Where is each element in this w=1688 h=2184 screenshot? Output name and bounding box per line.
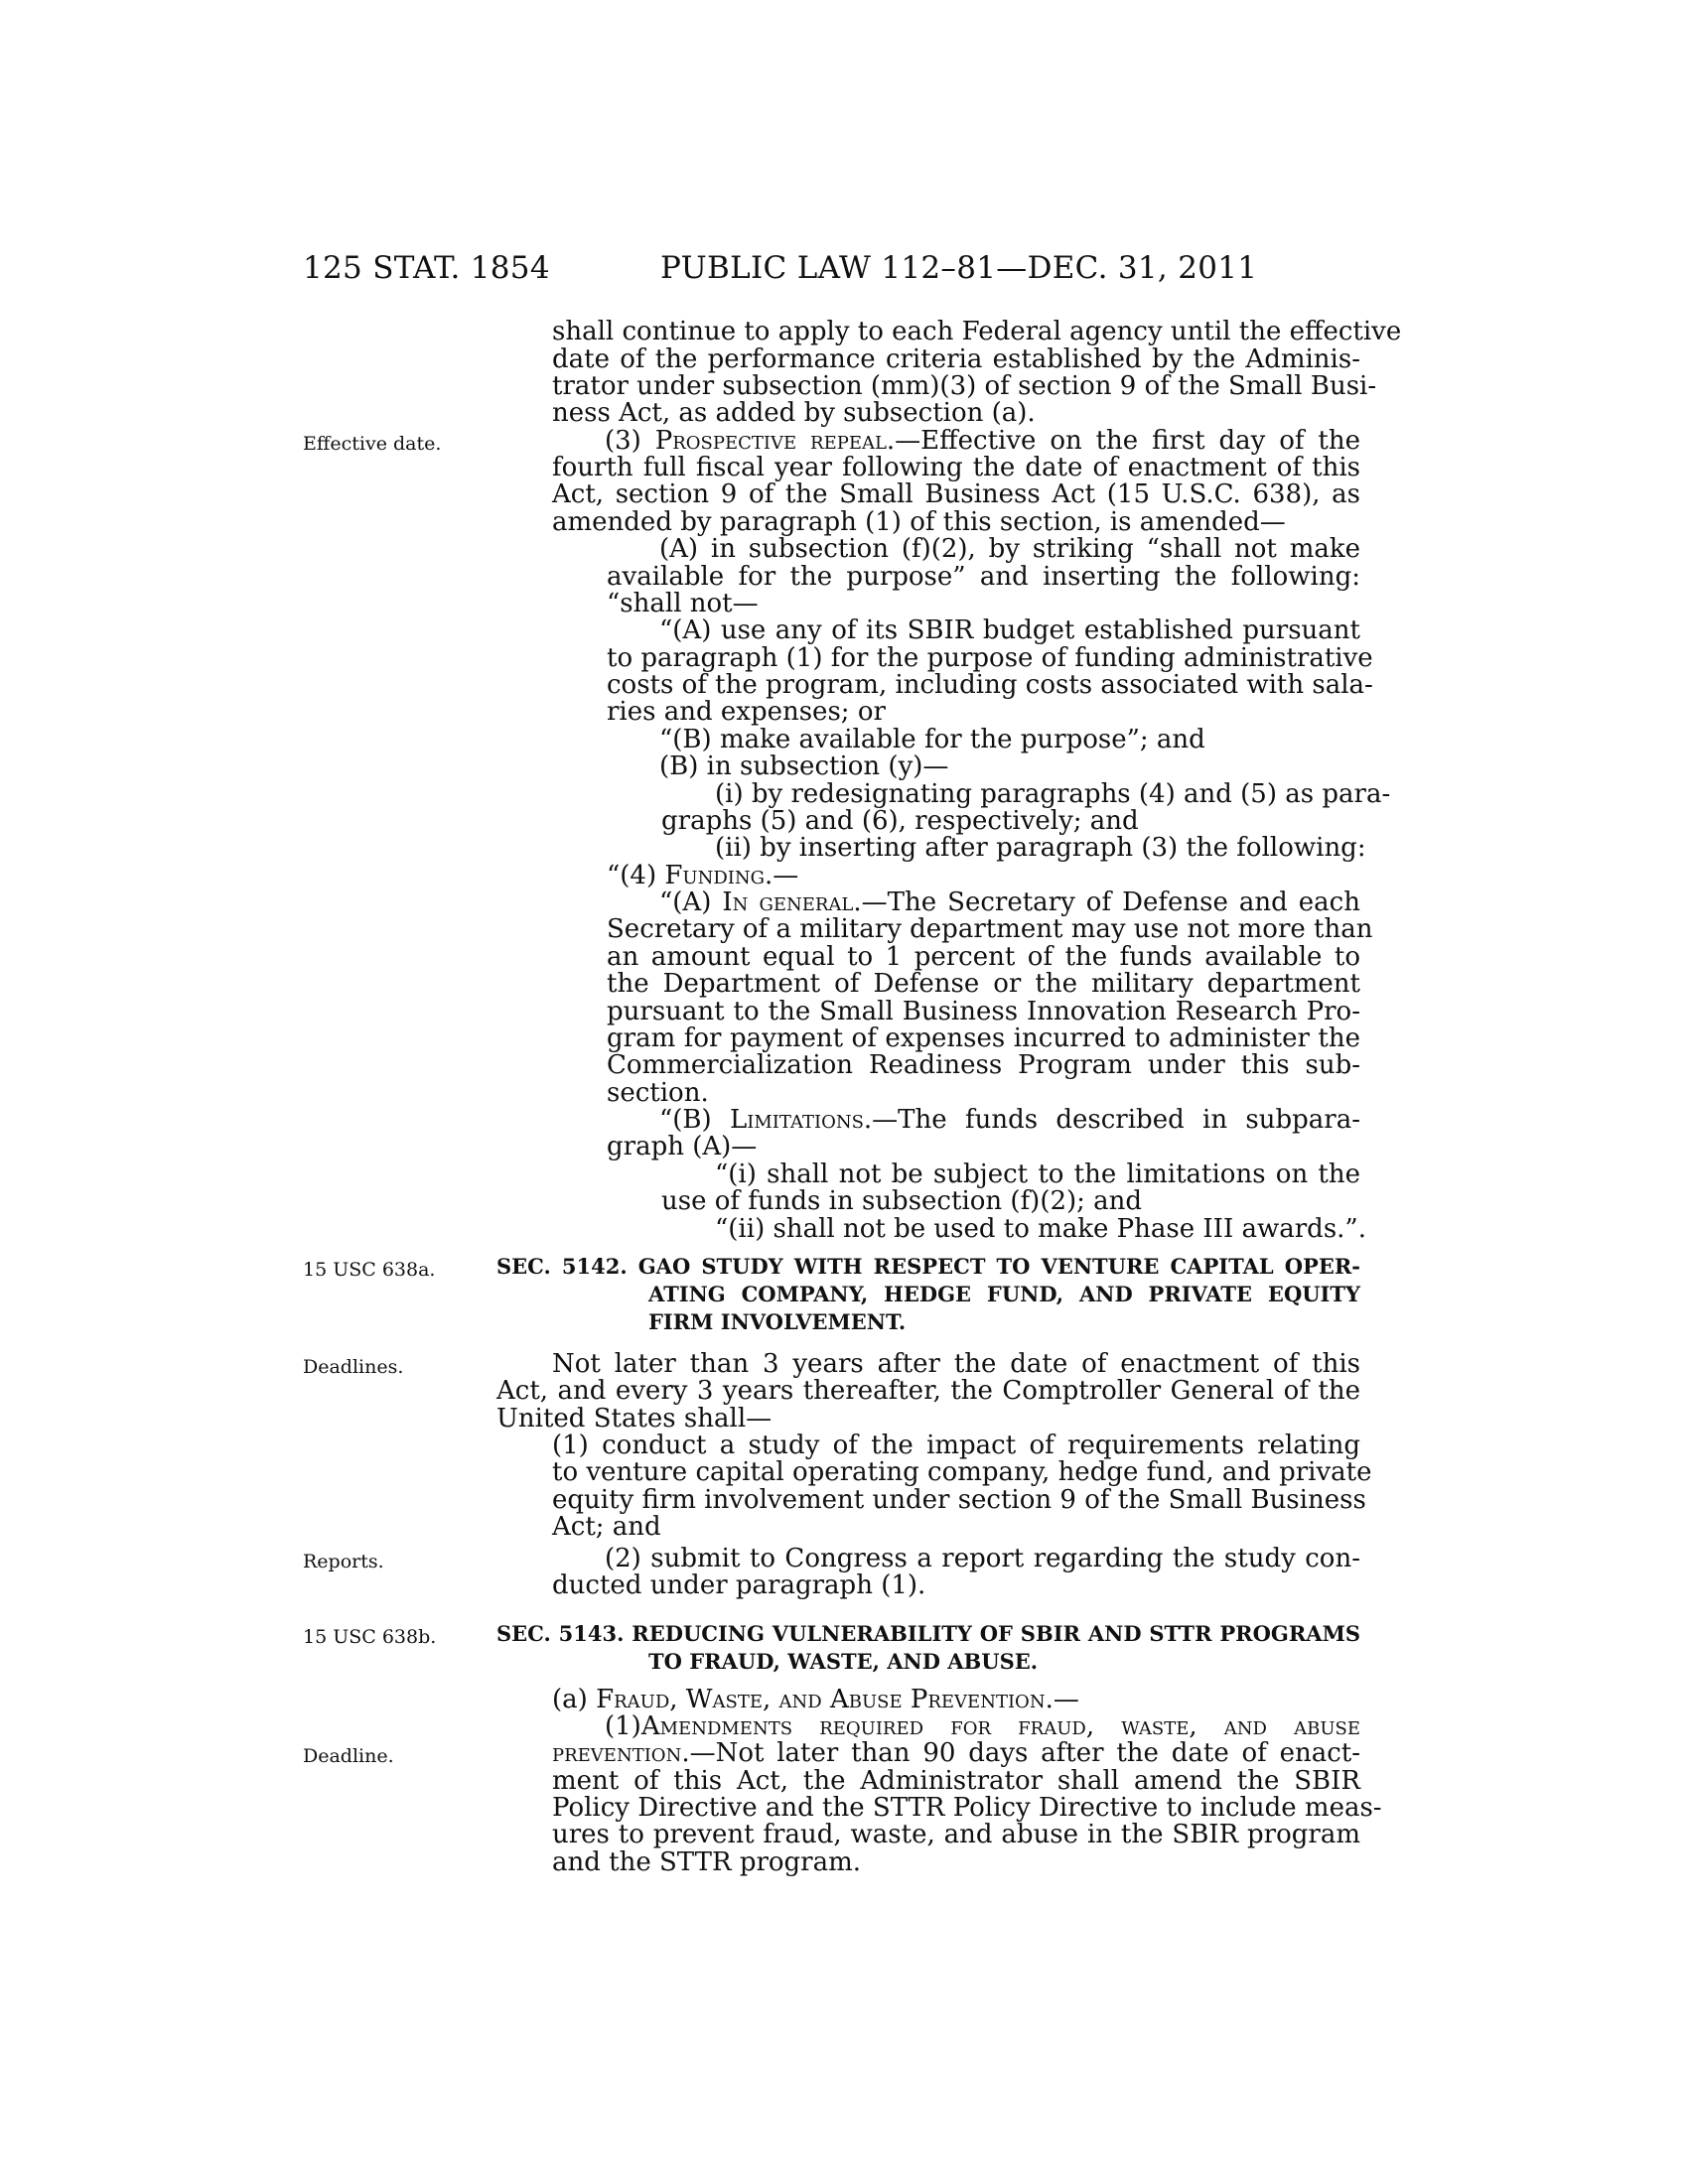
- text-line: fourth full fiscal year following the date of enactment of this: [552, 453, 1360, 482]
- text-line: ries and expenses; or: [607, 697, 886, 727]
- text-line: Commercialization Readiness Program under this sub-: [607, 1050, 1360, 1080]
- text-line: (i) by redesignating paragraphs (4) and (5) as para-: [715, 779, 1391, 809]
- text-line: section.: [607, 1078, 709, 1108]
- text-line: graph (A)—: [607, 1132, 758, 1161]
- heading-in-general: In general: [722, 887, 854, 917]
- text-line: (1) conduct a study of the impact of requirements relating: [552, 1431, 1360, 1460]
- text-line: Act; and: [552, 1512, 661, 1542]
- text-line: pursuant to the Small Business Innovation Research Pro-: [607, 997, 1360, 1026]
- heading-prospective-repeal: Prospective repeal: [654, 426, 887, 456]
- page-running-title: PUBLIC LAW 112–81—DEC. 31, 2011: [660, 250, 1258, 286]
- text-line: Act, section 9 of the Small Business Act (15 U.S.C. 638), as: [552, 479, 1360, 509]
- text-line: (B) in subsection (y)—: [659, 751, 949, 781]
- section-5142-heading-cont: ATING COMPANY, HEDGE FUND, AND PRIVATE EQUITY: [648, 1282, 1360, 1306]
- text-line: and the STTR program.: [552, 1847, 862, 1877]
- heading-prevention: prevention: [552, 1738, 682, 1768]
- heading-fraud-waste-abuse-prevention: Fraud, Waste, and Abuse Prevention: [596, 1685, 1046, 1714]
- margin-note-deadlines: Deadlines.: [303, 1356, 404, 1378]
- text-line: costs of the program, including costs associated with sala-: [607, 670, 1373, 700]
- text-line: graphs (5) and (6), respectively; and: [661, 806, 1139, 836]
- text-line: gram for payment of expenses incurred to administer the: [607, 1024, 1360, 1053]
- margin-note-usc-638b: 15 USC 638b.: [303, 1626, 437, 1648]
- text-line: equity firm involvement under section 9 of the Small Business: [552, 1485, 1366, 1515]
- paragraph-amendments-required: (1)Amendments required for fraud, waste, and abuse: [605, 1711, 1360, 1741]
- heading-amendments-required: Amendments required for fraud, waste, and abuse: [640, 1711, 1360, 1741]
- text-line: ment of this Act, the Administrator shall amend the SBIR: [552, 1766, 1360, 1796]
- text-line: “(A) use any of its SBIR budget established pursuant: [659, 615, 1360, 645]
- text-line: “shall not—: [607, 589, 759, 618]
- text-line: “(i) shall not be subject to the limitations on the: [715, 1160, 1360, 1189]
- text-line: (A) in subsection (f)(2), by striking “shall not make: [659, 534, 1360, 564]
- margin-note-deadline: Deadline.: [303, 1745, 394, 1767]
- text-line: use of funds in subsection (f)(2); and: [661, 1186, 1143, 1216]
- text-line: to venture capital operating company, hedge fund, and private: [552, 1457, 1372, 1487]
- text-line: ness Act, as added by subsection (a).: [552, 398, 1036, 428]
- section-5142-heading-cont: FIRM INVOLVEMENT.: [648, 1309, 907, 1334]
- text-line: date of the performance criteria established by the Adminis-: [552, 344, 1360, 374]
- text-line: “(B) make available for the purpose”; and: [659, 725, 1205, 754]
- section-5143-heading-cont: TO FRAUD, WASTE, AND ABUSE.: [648, 1649, 1039, 1674]
- text-line: amended by paragraph (1) of this section, is amended—: [552, 507, 1286, 537]
- subsection-fraud-waste-abuse: (a) Fraud, Waste, and Abuse Prevention.—: [552, 1685, 1079, 1714]
- text-line: trator under subsection (mm)(3) of section 9 of the Small Busi-: [552, 371, 1377, 401]
- page-stat-citation: 125 STAT. 1854: [303, 250, 550, 286]
- text-line: prevention.—Not later than 90 days after the date of enact-: [552, 1738, 1360, 1768]
- margin-note-reports: Reports.: [303, 1551, 384, 1572]
- paragraph-in-general: “(A) In general.—The Secretary of Defense and each: [659, 887, 1360, 917]
- text-line: Secretary of a military department may use not more than: [607, 914, 1373, 944]
- text-line: Not later than 3 years after the date of enactment of this: [552, 1349, 1360, 1379]
- text-line: United States shall—: [496, 1404, 773, 1433]
- paragraph-limitations: “(B) Limitations.—The funds described in subpara-: [659, 1105, 1360, 1135]
- text-line: ures to prevent fraud, waste, and abuse in the SBIR program: [552, 1820, 1360, 1849]
- paragraph-funding: “(4) Funding.—: [607, 861, 799, 890]
- section-5143-heading: SEC. 5143. REDUCING VULNERABILITY OF SBIR AND STTR PROGRAMS: [496, 1621, 1360, 1646]
- margin-note-usc-638a: 15 USC 638a.: [303, 1259, 436, 1281]
- paragraph-prospective-repeal: (3) Prospective repeal.—Effective on the first day of the: [605, 426, 1360, 456]
- heading-funding: Funding: [664, 861, 766, 890]
- heading-limitations: Limitations: [730, 1105, 864, 1135]
- text-line: to paragraph (1) for the purpose of funding administrative: [607, 643, 1373, 673]
- text-line: an amount equal to 1 percent of the funds available to: [607, 942, 1360, 972]
- text-line: “(ii) shall not be used to make Phase III awards.”.: [715, 1214, 1366, 1244]
- text-line: ducted under paragraph (1).: [552, 1570, 926, 1600]
- margin-note-effective-date: Effective date.: [303, 433, 442, 455]
- text-line: shall continue to apply to each Federal agency until the effective: [552, 317, 1402, 346]
- text-line: available for the purpose” and inserting the following:: [607, 562, 1360, 592]
- text-line: (2) submit to Congress a report regarding the study con-: [605, 1544, 1360, 1573]
- text-line: Act, and every 3 years thereafter, the Comptroller General of the: [496, 1376, 1360, 1406]
- section-5142-heading: SEC. 5142. GAO STUDY WITH RESPECT TO VENTURE CAPITAL OPER-: [496, 1254, 1360, 1279]
- text-line: Policy Directive and the STTR Policy Directive to include meas-: [552, 1793, 1382, 1823]
- text-line: the Department of Defense or the military department: [607, 969, 1360, 999]
- text-line: (ii) by inserting after paragraph (3) the following:: [715, 833, 1366, 863]
